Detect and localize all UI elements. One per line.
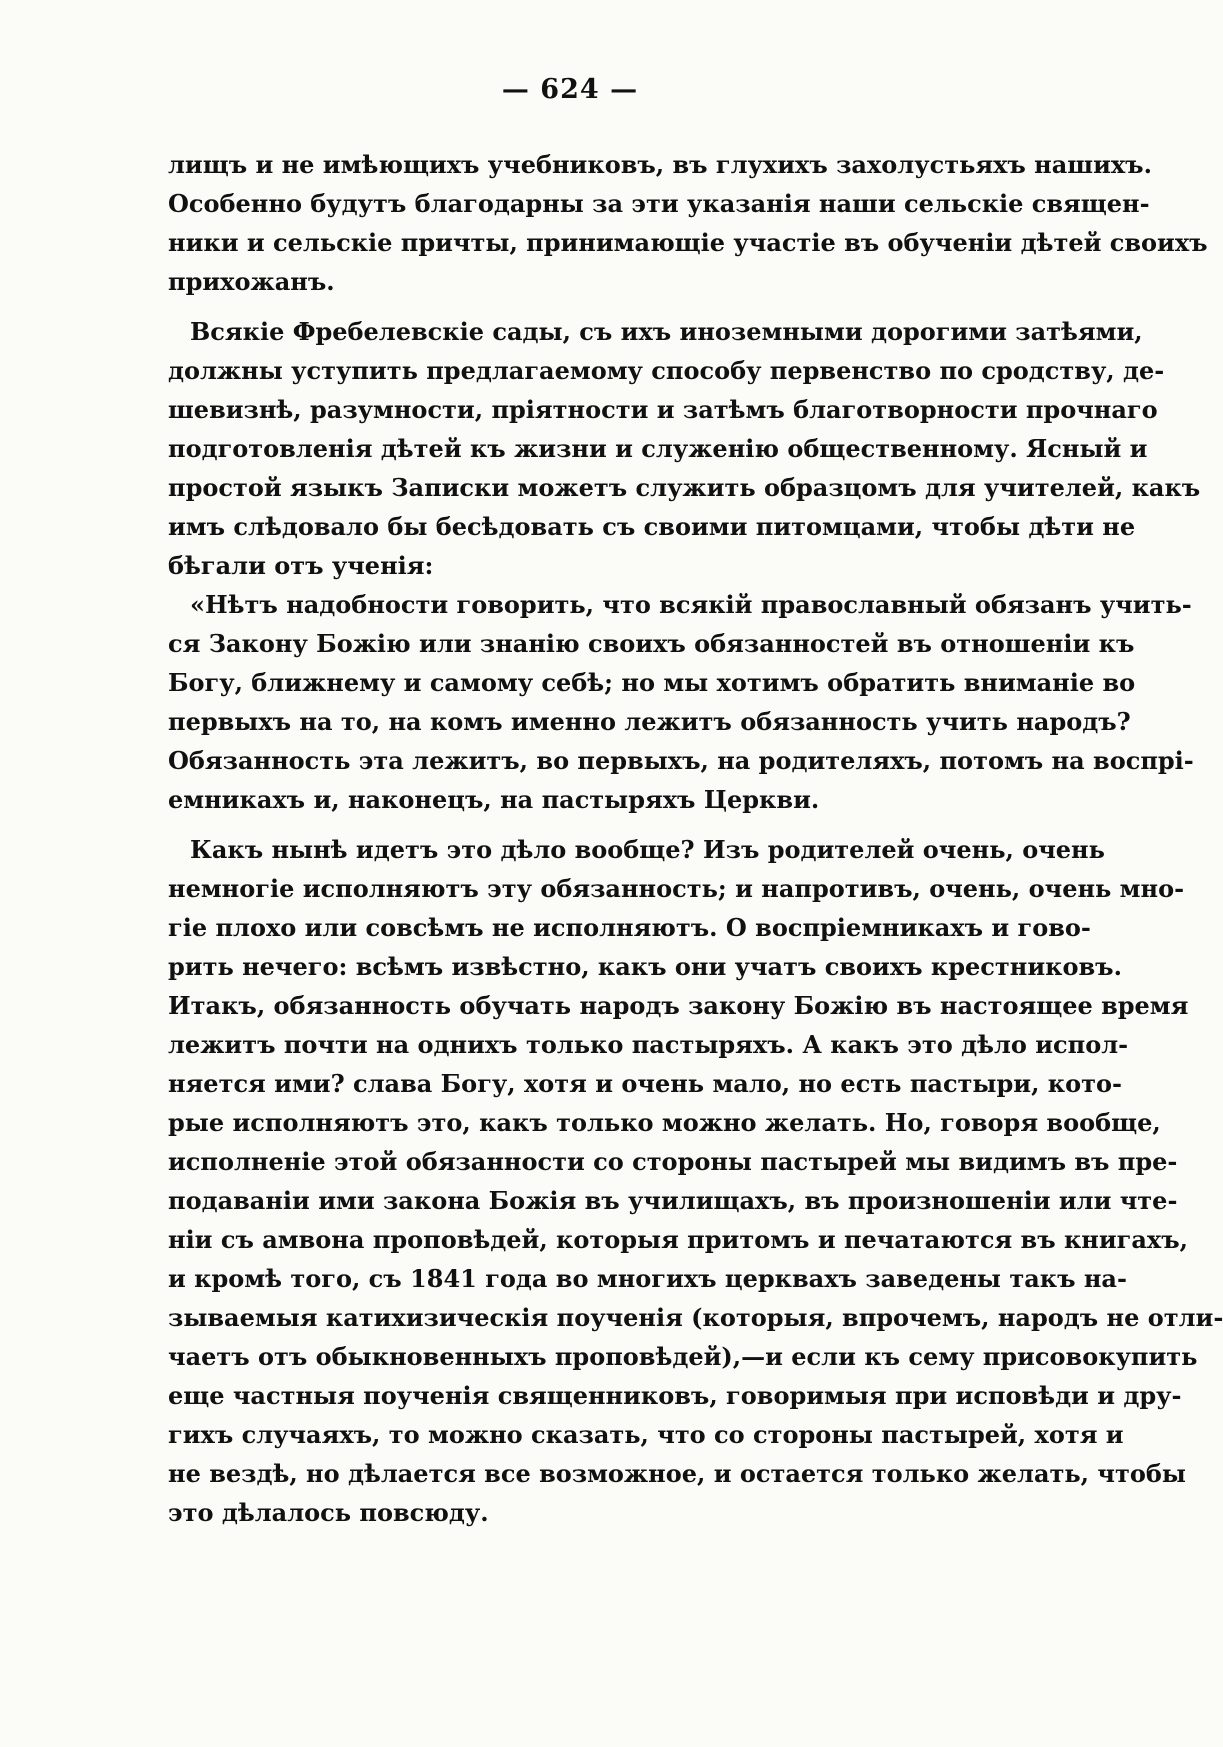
text-line: гихъ случаяхъ, то можно сказать, что со стороны пастырей, хотя и [168, 1420, 1124, 1449]
paragraph [168, 312, 1201, 585]
text-line: лежитъ почти на однихъ только пастыряхъ. А какъ это дѣло испол- [168, 1030, 1129, 1059]
text-line: Всякіе Фребелевскіе сады, съ ихъ иноземными дорогими затѣями, [190, 317, 1143, 346]
text-line: Богу, ближнему и самому себѣ; но мы хотимъ обратить вниманіе во [168, 668, 1136, 697]
text-line: имъ слѣдовало бы бесѣдовать съ своими питомцами, чтобы дѣти не [168, 512, 1136, 541]
text-line: должны уступить предлагаемому способу первенство по сродству, де- [168, 356, 1165, 385]
text-line: прихожанъ. [168, 267, 335, 296]
text-line: Обязанность эта лежитъ, во первыхъ, на родителяхъ, потомъ на воспрі- [168, 746, 1194, 775]
text-line: не вездѣ, но дѣлается все возможное, и остается только желать, чтобы [168, 1459, 1186, 1488]
text-line: это дѣлалось повсюду. [168, 1498, 489, 1527]
text-line: первыхъ на то, на комъ именно лежитъ обязанность учить народъ? [168, 707, 1131, 736]
text-line: Итакъ, обязанность обучать народъ закону Божію въ настоящее время [168, 991, 1189, 1020]
text-line: простой языкъ Записки можетъ служить образцомъ для учителей, какъ [168, 473, 1201, 502]
text-line: и кромѣ того, съ 1841 года во многихъ церквахъ заведены такъ на- [168, 1264, 1127, 1293]
page-number: — 624 — [501, 74, 639, 105]
text-line: «Нѣтъ надобности говорить, что всякій православный обязанъ учить- [190, 590, 1192, 619]
text-line: Какъ нынѣ идетъ это дѣло вообще? Изъ родителей очень, очень [190, 835, 1105, 864]
paragraph [168, 585, 1194, 819]
text-line: подготовленія дѣтей къ жизни и служенію общественному. Ясный и [168, 434, 1148, 463]
text-line: Особенно будутъ благодарны за эти указанія наши сельскіе священ- [168, 189, 1150, 218]
text-line: исполненіе этой обязанности со стороны пастырей мы видимъ въ пре- [168, 1147, 1178, 1176]
text-line: рить нечего: всѣмъ извѣстно, какъ они учатъ своихъ крестниковъ. [168, 952, 1122, 981]
text-line: гіе плохо или совсѣмъ не исполняютъ. О воспріемникахъ и гово- [168, 913, 1091, 942]
paragraph [168, 830, 1223, 1532]
text-line: бѣгали отъ ученія: [168, 551, 434, 580]
body-text [168, 145, 1223, 1532]
text-line: ся Закону Божію или знанію своихъ обязанностей въ отношеніи къ [168, 629, 1135, 658]
text-line: зываемыя катихизическія поученія (которыя, впрочемъ, народъ не отли- [168, 1303, 1223, 1332]
text-line: ніи съ амвона проповѣдей, которыя притомъ и печатаются въ книгахъ, [168, 1225, 1188, 1254]
text-line: рые исполняютъ это, какъ только можно желать. Но, говоря вообще, [168, 1108, 1161, 1137]
text-line: няется ими? слава Богу, хотя и очень мало, но есть пастыри, кото- [168, 1069, 1122, 1098]
text-line: подаваніи ими закона Божія въ училищахъ, въ произношеніи или чте- [168, 1186, 1178, 1215]
text-line: чаетъ отъ обыкновенныхъ проповѣдей),—и если къ сему присовокупить [168, 1342, 1198, 1371]
text-line: немногіе исполняютъ эту обязанность; и напротивъ, очень, очень мно- [168, 874, 1185, 903]
text-line: шевизнѣ, разумности, пріятности и затѣмъ благотворности прочнаго [168, 395, 1158, 424]
text-line: емникахъ и, наконецъ, на пастыряхъ Церкви. [168, 785, 820, 814]
text-line: ники и сельскіе причты, принимающіе участіе въ обученіи дѣтей своихъ [168, 228, 1208, 257]
text-line: лищъ и не имѣющихъ учебниковъ, въ глухихъ захолустьяхъ нашихъ. [168, 150, 1152, 179]
text-line: еще частныя поученія священниковъ, говоримыя при исповѣди и дру- [168, 1381, 1182, 1410]
paragraph [168, 145, 1208, 301]
